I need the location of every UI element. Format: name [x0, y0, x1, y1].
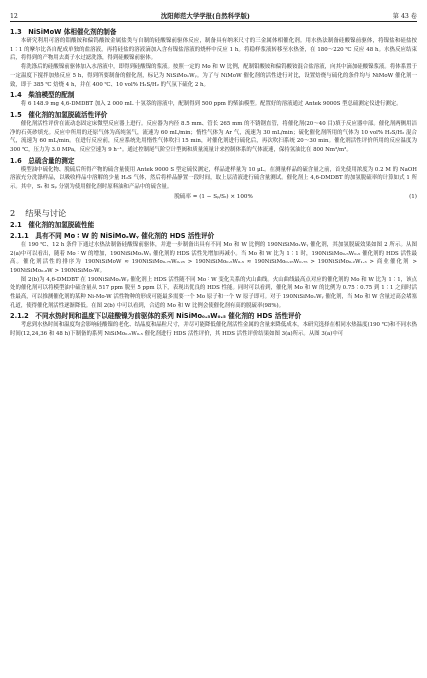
equation-text: 脱硫率 = (1 − Sₚ/Sₜ) × 100%	[174, 193, 253, 200]
section-heading-1-3: 1.3 NiSiMoW 体相催化剂的制备	[10, 28, 117, 36]
header-rule	[10, 21, 417, 22]
section-title: 结果与讨论	[25, 207, 67, 218]
equation-number: (1)	[409, 193, 417, 200]
paragraph: 图 2(b)为 4,6-DMDBT 在 190NiSiMoₓWᵧ 催化剂上 HDS 活性随不同 Mo ∶ W 变化关系的火山曲线。火山曲线最高点对应的催化剂的 Mo 和 W 比为 1∶1，该点处的催化剂可以将模型油中硫含量从 517 ppm 脱至 5 ppm 以下，表现出优良的 HDS 性能。同时可以看到，催化剂 Mo 和 W 的比例为 0.75∶0.75 到 1∶1 之间时活性最高，可以推测催化剂的某种 Ni-Mo-W 活性物种的形成可能最多需要一个 Mo 原子和一个 W 原子即可。对于 190NiSiMoₓWᵧ 催化剂，当 Mo 和 W 含量过高会堵塞孔道，使得催化剂活性逐渐降低。在图 2(b) 中可以看到，合适的 Mo 和 W 比例会使催化剂有高的脱硫率(98%)。	[10, 276, 417, 309]
paragraph: 本研究利用可溶的钼酸铵和偏钨酸铵金属盐类与自制的硅酸镍前驱体反应，制备具有纳米尺寸的三金属体相催化剂。用水热法制备硅酸镍前驱体，将镍盐和硅盐按 1∶1 的摩尔比各自配成单独的盐溶液，再将硅盐的溶液滴加入含有镍盐溶液的烧杯中反应 1 h。将稳样浆液转移至水热釜，在 180～220 ℃ 反应 48 h。水热反应结束后，将得到的产物用去离子水过滤洗涤，得到硅酸镍前驱体。	[10, 38, 417, 62]
paragraph: 考虑到水热时间和温度均会影响硅酸镍的老化、结晶度和晶粒尺寸，并尽可能降低催化剂活性金属的含量来降低成本，本研究选择在相同水热温度(190 ℃)和不同水热时间(12,24,36 和 48 h)下制备的系列 NiSiMo₀.₅W₀.₅ 催化剂进行 HDS 活性评价，其 HDS 活性评价结果如图 3(a)所示。从图 3(a)中可	[10, 322, 417, 338]
running-header	[10, 6, 417, 20]
section-heading-1-6: 1.6 总硫含量的测定	[10, 156, 75, 165]
section-heading-2	[10, 207, 417, 219]
page-number: 12	[10, 13, 18, 20]
paragraph: 模型油中硫化物、脱硫后所得产物的硫含量使用 Antek 9000 S 型定硫仪测定，样品进样量为 10 μL。在测量样品的硫含量之前，首先使用浓度为 0.2 M 的 NaOH 溶液充分洗涤样品，以吸收样品中溶解的少量 H₂S 气体，然后将样品静置一段时间，取上层清液进行硫含量测试。催化剂上 4,6-DMDBT 的加氢脱硫率的计算如式 1 所示。其中，Sₜ 和 Sₚ 分别为使用催化剂时原料油和产品中的硫含量。	[10, 166, 417, 191]
section-heading-2-1-2: 2.1.2 不同水热时间和温度下以硅酸镍为前驱体的系列 NiSiMo₀.₅W₀.₅ 催化剂的 HDS 活性评价	[10, 312, 302, 321]
journal-title: 沈阳师范大学学报(自然科学版)	[160, 12, 250, 20]
paragraph: 将 6 148.9 mg 4,6-DMDBT 加入 2 000 mL 十氢萘的溶液中，配制得到 500 ppm 的柴油模型。配置好的溶液通过 Antek 9000S 型总硫测定仪进行测定。	[20, 101, 402, 108]
paragraph: 催化剂活性评价在流动态固定床微型反应器上进行。反应器为内径 8.5 mm、管长 265 mm 的不锈钢直管，将催化剂(20～40 目)填于反应器中部。催化剂两侧用洁净的石英砂填充。反应中所用的还原气体为高纯氢气，流速为 60 mL/min；惰性气体为 Ar 气，流速为 30 mL/min；硫化催化剂所用的气体为 10 vol% H₂S/H₂ 混合气，流速为 60 mL/min。在进行反应前，反应系统先用惰性气体吹扫 15 min，对催化剂进行硫化后，再次吹扫系统 20～30 min。催化剂活性评价所用的反应温度为 300 ℃，压力为 3.0 MPa，反应空速为 9 h⁻¹。通过控制尾气阶空计型阀和质量流量计来控制体系的气体流速，保持氢油比在 800 Nm³/m³。	[10, 120, 417, 154]
paragraph: 在 190 ℃、12 h 条件下通过水热法制备硅酸镍前驱体，并进一步制备出具有不同 Mo 和 W 比例的 190NiSiMoₓWᵧ 催化剂，其加氢脱硫效果如图 2 所示。从图 2(a)中可以看出，随着 Mo ∶ W 的增加，190NiSiMoₓWᵧ 催化剂的 HDS 活性先增加再减小。当 Mo 和 W 比为 1∶1 时，190NiSiMo₀.₅W₀.₅ 催化剂的 HDS 活性最高。催化剂活性的排序为 190NiSiMoW ≈ 190NiSiMo₀.₇₅W₀.₂₅ > 190NiSiMo₀.₅W₀.₅ ≈ 190NiSiMo₀.₂₅W₀.₇₅ > 190NiSiMo₀.₂W₁.₃ > 商业催化剂 > 190NiSiMo₀.₈W > 190NiSiMo₇W。	[10, 241, 417, 274]
section-number: 2	[10, 207, 16, 218]
body-text	[10, 26, 417, 339]
section-heading-2-1-1: 2.1.1 具有不同 Mo ∶ W 的 NiSiMoₓWᵧ 催化剂的 HDS 活性评价	[10, 231, 215, 240]
section-heading-1-4: 1.4 柴油模型的配制	[10, 91, 75, 100]
equation-1	[10, 192, 417, 202]
volume-label: 第 43 卷	[392, 13, 417, 20]
section-heading-1-5: 1.5 催化剂的加氢脱硫活性评价	[10, 110, 108, 119]
paragraph: 将洗涤后的硅酸镍前驱体加入水溶液中，即得到硅酸镍的浆液。按照一定的 Mo 和 W 比例，配制钼酸铵和偏钨酸铵混合盐溶液，向其中滴加硅酸镍浆液。将体系置于一定温度下搅拌加热反应 5 h，得到所要制备的催化剂，标记为 NiSiMoₓWᵧ。为了与 NiMoW 催化剂的活性进行对比，设置焙烧与硫化的条件均与 NiMoW 催化剂一致，即于 385 ℃ 焙烧 4 h，并在 400 ℃、10 vol% H₂S/H₂ 的气氛下硫化 2 h。	[10, 64, 417, 88]
section-heading-2-1: 2.1 催化剂的加氢脱硫性能	[10, 220, 95, 229]
